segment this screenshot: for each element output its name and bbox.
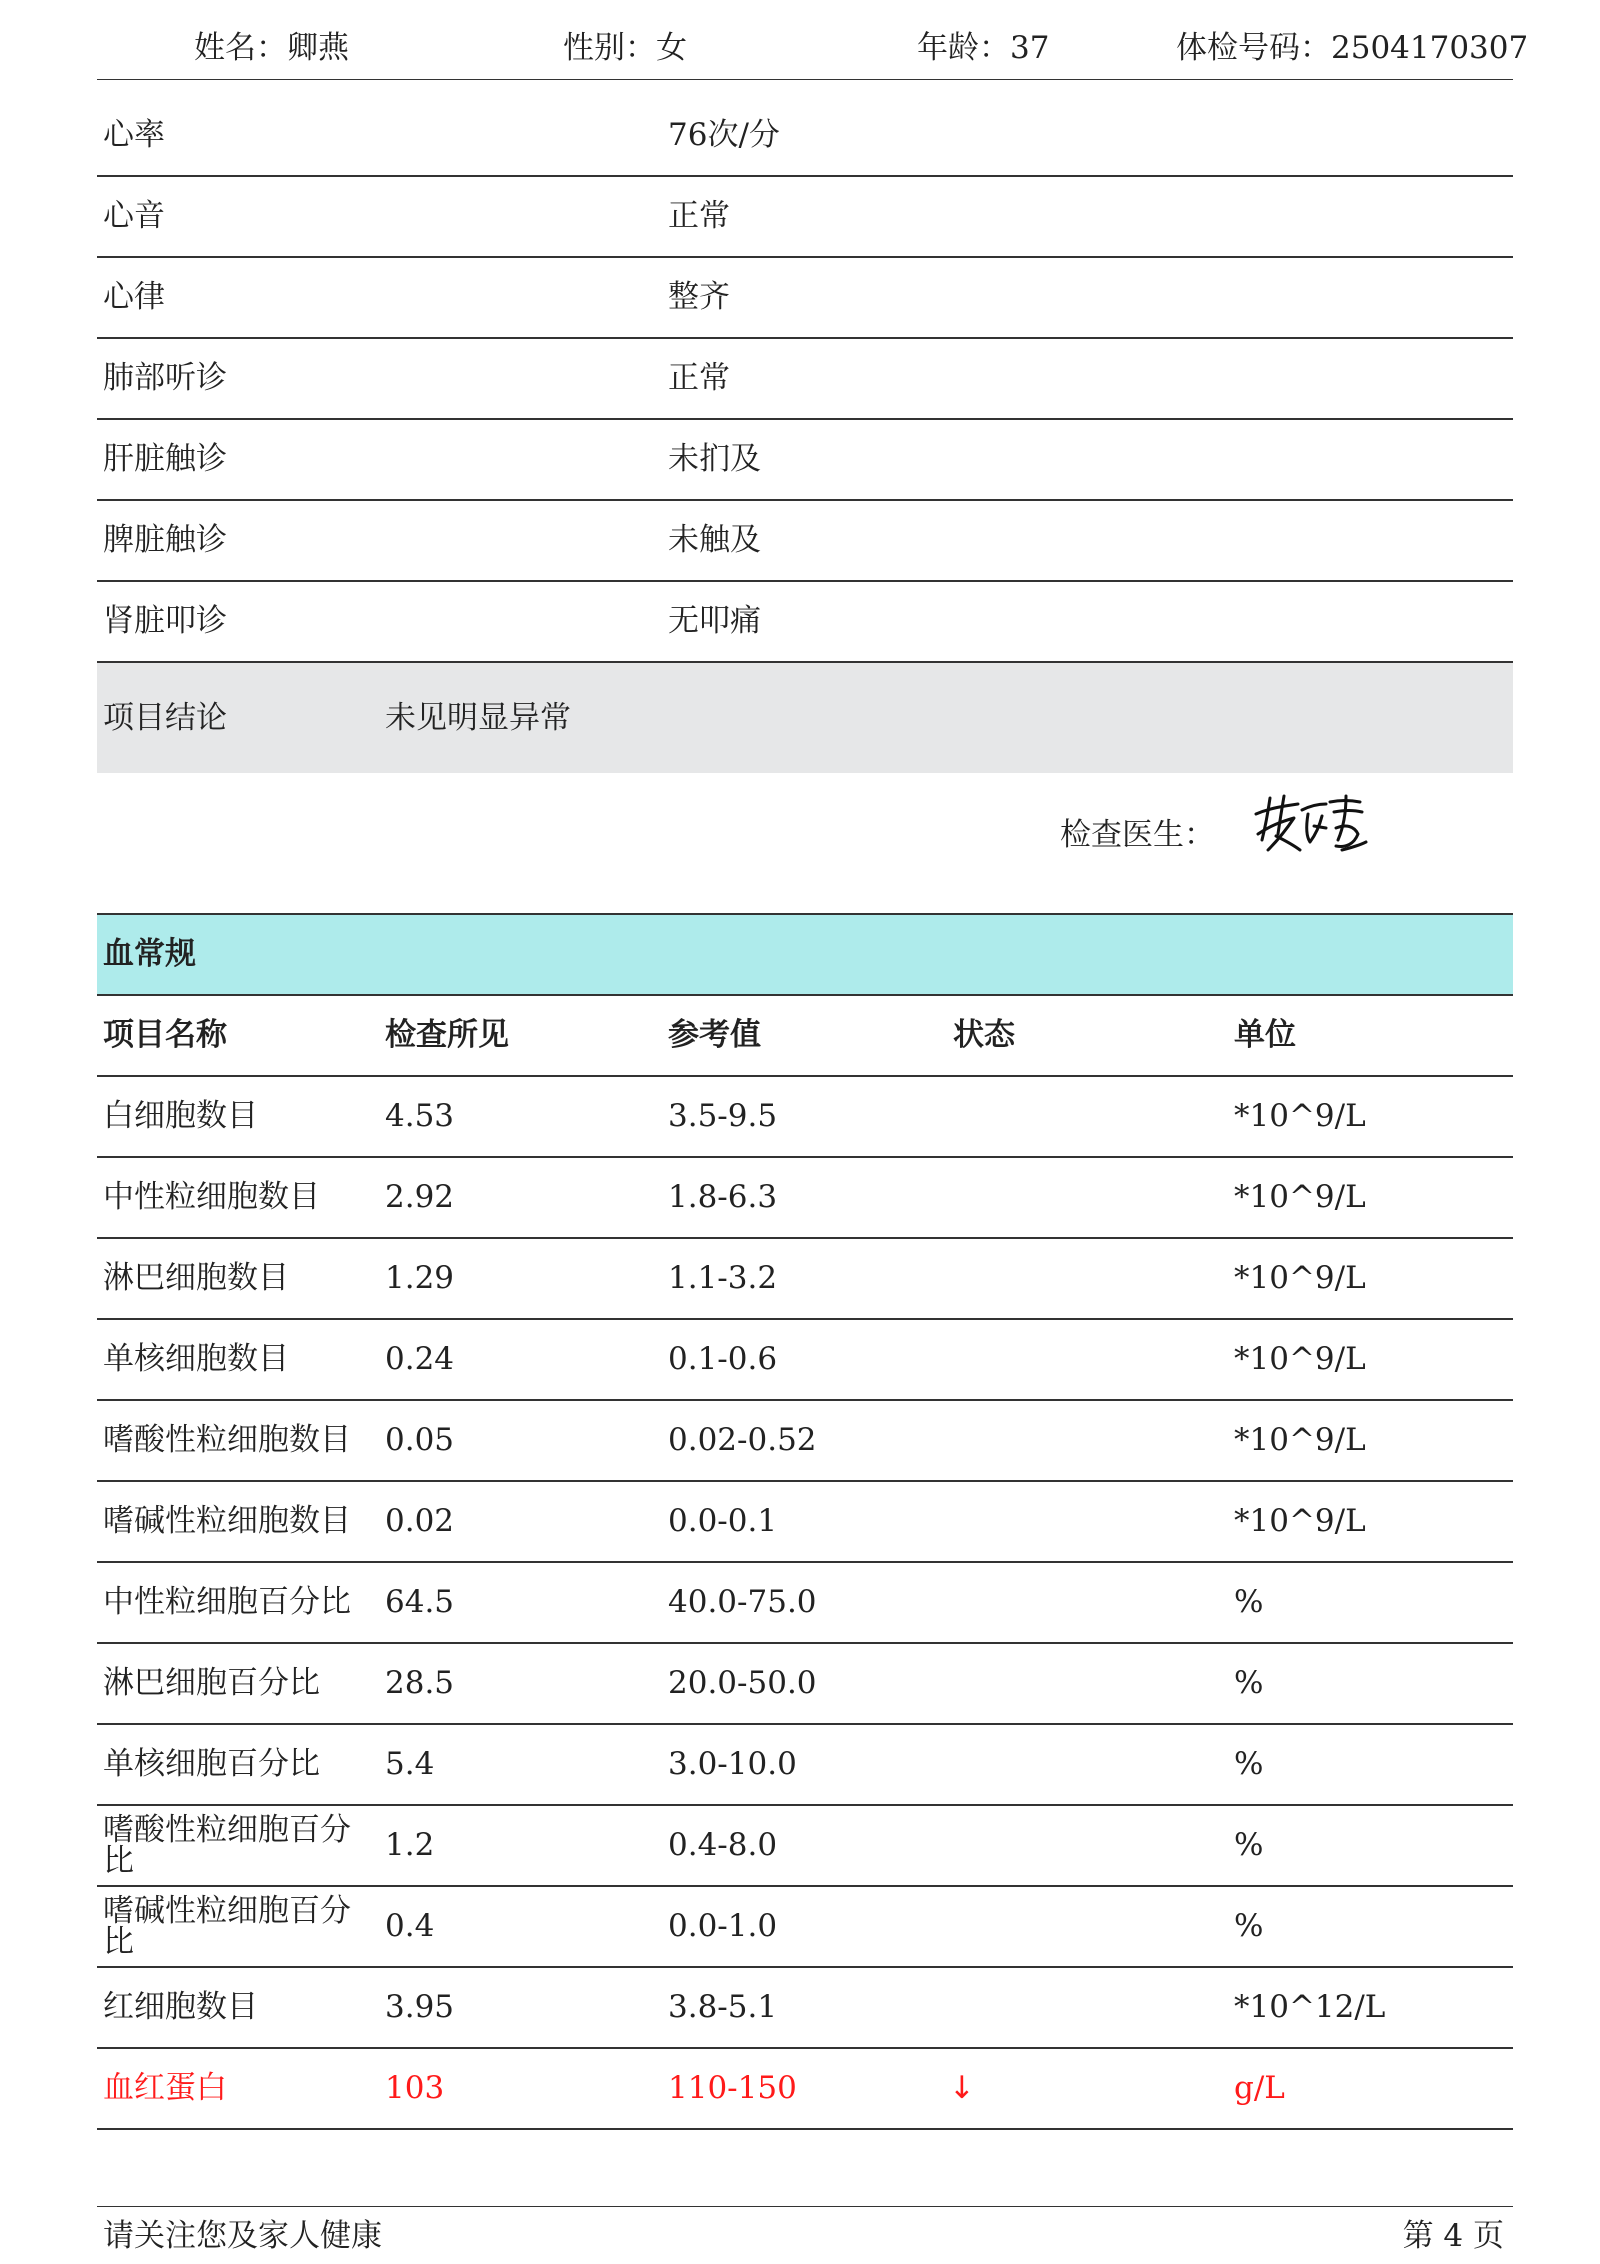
- item-reference: 20.0-50.0: [668, 1665, 817, 1701]
- footer-rule: [97, 2206, 1513, 2207]
- exam-label: 肝脏触诊: [103, 441, 227, 477]
- table-row: [97, 1239, 1513, 1320]
- column-header-unit: 单位: [1234, 1017, 1296, 1053]
- item-result: 5.4: [385, 1746, 435, 1782]
- item-name: 嗜碱性粒细胞百分比: [103, 1892, 351, 1960]
- table-row: [97, 1644, 1513, 1725]
- item-reference: 110-150: [668, 2070, 797, 2106]
- conclusion-value: 未见明显异常: [385, 700, 571, 736]
- arrow-down-icon: ↓: [949, 2070, 975, 2106]
- item-result: 1.29: [385, 1260, 455, 1296]
- item-result: 3.95: [385, 1989, 455, 2025]
- exam-row: [97, 96, 1513, 177]
- patient-age: 年龄：37: [917, 30, 1050, 66]
- item-result: 1.2: [385, 1827, 435, 1863]
- item-name: 单核细胞百分比: [103, 1746, 320, 1782]
- page-number: 第 4 页: [1402, 2218, 1504, 2254]
- item-result: 103: [385, 2070, 445, 2106]
- conclusion-label: 项目结论: [103, 700, 227, 736]
- item-unit: *10^9/L: [1234, 1260, 1366, 1296]
- patient-name: 姓名：卿燕: [194, 30, 349, 66]
- exam-row: [97, 501, 1513, 582]
- item-unit: *10^9/L: [1234, 1098, 1366, 1134]
- item-name: 淋巴细胞百分比: [103, 1665, 320, 1701]
- column-header-status: 状态: [953, 1017, 1015, 1053]
- table-row: [97, 1806, 1513, 1887]
- item-reference: 40.0-75.0: [668, 1584, 817, 1620]
- exam-row: [97, 582, 1513, 663]
- item-reference: 3.8-5.1: [668, 1989, 778, 2025]
- item-unit: %: [1234, 1827, 1264, 1863]
- exam-label: 肾脏叩诊: [103, 603, 227, 639]
- patient-gender: 性别：女: [563, 30, 687, 66]
- item-result: 2.92: [385, 1179, 455, 1215]
- item-reference: 3.0-10.0: [668, 1746, 797, 1782]
- item-result: 0.05: [385, 1422, 455, 1458]
- item-unit: %: [1234, 1908, 1264, 1944]
- item-unit: *10^12/L: [1234, 1989, 1386, 2025]
- item-reference: 1.1-3.2: [668, 1260, 778, 1296]
- item-name: 白细胞数目: [103, 1098, 258, 1134]
- item-name: 嗜碱性粒细胞数目: [103, 1503, 351, 1539]
- item-name: 中性粒细胞百分比: [103, 1584, 351, 1620]
- exam-label: 心律: [103, 279, 165, 315]
- item-reference: 1.8-6.3: [668, 1179, 778, 1215]
- table-row: [97, 1077, 1513, 1158]
- item-unit: %: [1234, 1665, 1264, 1701]
- item-name: 嗜酸性粒细胞数目: [103, 1422, 351, 1458]
- exam-row: [97, 339, 1513, 420]
- table-row: [97, 1158, 1513, 1239]
- table-header-row: [97, 994, 1513, 1077]
- column-header-reference: 参考值: [668, 1017, 761, 1053]
- doctor-signature: [1250, 790, 1370, 856]
- exam-row: [97, 258, 1513, 339]
- item-result: 0.4: [385, 1908, 435, 1944]
- table-row: [97, 1482, 1513, 1563]
- exam-row: [97, 177, 1513, 258]
- exam-label: 心率: [103, 117, 165, 153]
- item-result: 0.24: [385, 1341, 455, 1377]
- item-result: 0.02: [385, 1503, 455, 1539]
- item-reference: 0.1-0.6: [668, 1341, 778, 1377]
- item-reference: 0.0-0.1: [668, 1503, 778, 1539]
- column-header-result: 检查所见: [385, 1017, 509, 1053]
- exam-label: 肺部听诊: [103, 360, 227, 396]
- table-row: [97, 1320, 1513, 1401]
- table-row-abnormal: [97, 2049, 1513, 2130]
- item-unit: %: [1234, 1584, 1264, 1620]
- exam-row: [97, 420, 1513, 501]
- exam-number: 体检号码：2504170307: [1176, 30, 1529, 66]
- item-unit: g/L: [1234, 2070, 1285, 2106]
- item-result: 4.53: [385, 1098, 455, 1134]
- item-name: 中性粒细胞数目: [103, 1179, 320, 1215]
- exam-label: 脾脏触诊: [103, 522, 227, 558]
- exam-value: 正常: [668, 198, 730, 234]
- item-reference: 0.4-8.0: [668, 1827, 778, 1863]
- footer-note: 请关注您及家人健康: [103, 2218, 382, 2254]
- table-row: [97, 1563, 1513, 1644]
- exam-value: 未触及: [668, 522, 761, 558]
- table-row: [97, 1401, 1513, 1482]
- column-header-name: 项目名称: [103, 1017, 227, 1053]
- item-name: 淋巴细胞数目: [103, 1260, 289, 1296]
- item-reference: 0.0-1.0: [668, 1908, 778, 1944]
- item-result: 28.5: [385, 1665, 455, 1701]
- item-name: 单核细胞数目: [103, 1341, 289, 1377]
- item-unit: *10^9/L: [1234, 1179, 1366, 1215]
- exam-value: 整齐: [668, 279, 730, 315]
- item-unit: %: [1234, 1746, 1264, 1782]
- item-unit: *10^9/L: [1234, 1503, 1366, 1539]
- section-title: 血常规: [103, 936, 196, 972]
- table-row: [97, 1725, 1513, 1806]
- header-rule: [97, 79, 1513, 80]
- exam-value: 正常: [668, 360, 730, 396]
- exam-label: 心音: [103, 198, 165, 234]
- item-reference: 3.5-9.5: [668, 1098, 778, 1134]
- exam-value: 未扪及: [668, 441, 761, 477]
- doctor-label: 检查医生：: [1060, 817, 1215, 853]
- table-row: [97, 1968, 1513, 2049]
- item-result: 64.5: [385, 1584, 455, 1620]
- item-name: 血红蛋白: [103, 2070, 227, 2106]
- item-name: 红细胞数目: [103, 1989, 258, 2025]
- item-unit: *10^9/L: [1234, 1341, 1366, 1377]
- conclusion-bar: [97, 663, 1513, 773]
- item-name: 嗜酸性粒细胞百分比: [103, 1811, 351, 1879]
- table-row: [97, 1887, 1513, 1968]
- item-unit: *10^9/L: [1234, 1422, 1366, 1458]
- exam-value: 无叩痛: [668, 603, 761, 639]
- exam-value: 76次/分: [668, 117, 780, 153]
- item-reference: 0.02-0.52: [668, 1422, 817, 1458]
- section-bar: [97, 915, 1513, 994]
